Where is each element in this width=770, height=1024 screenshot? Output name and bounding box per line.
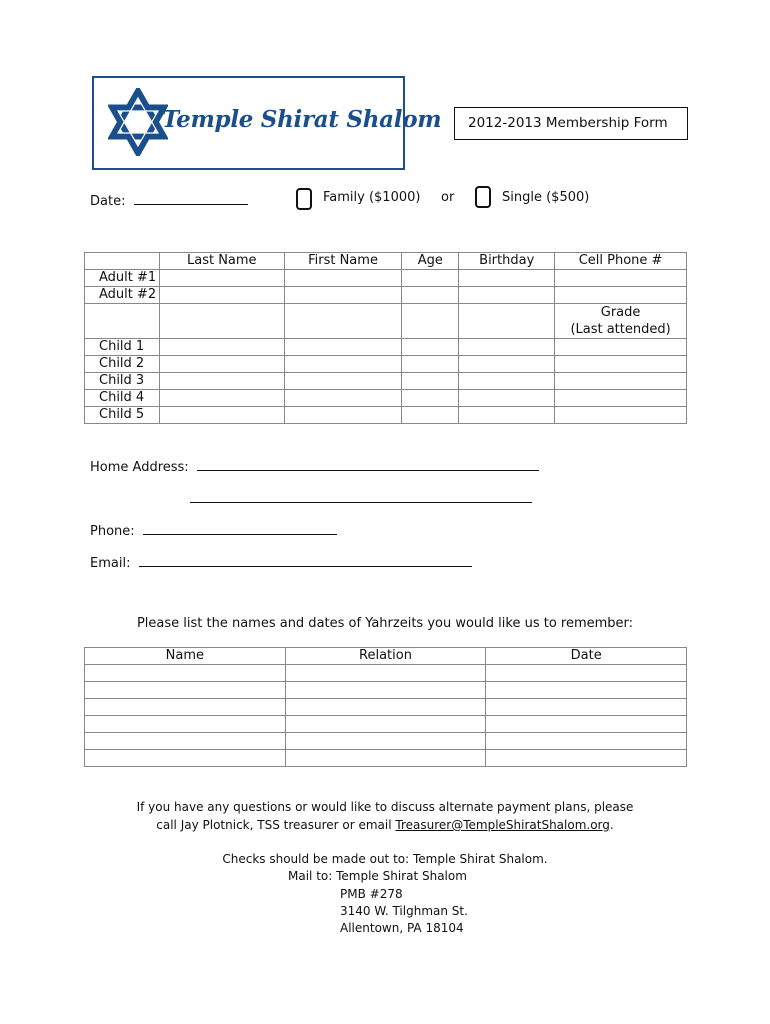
header-grade-line1: Grade: [600, 305, 641, 320]
cell[interactable]: [486, 665, 687, 682]
cell[interactable]: [85, 716, 286, 733]
cell[interactable]: [486, 733, 687, 750]
yahrzeit-table: [84, 647, 687, 767]
cell[interactable]: [159, 373, 284, 390]
cell[interactable]: [459, 270, 555, 287]
header-relation: Relation: [285, 648, 486, 665]
phone-label: Phone:: [90, 524, 135, 539]
cell[interactable]: [285, 699, 486, 716]
header-birthday: Birthday: [459, 253, 555, 270]
cell[interactable]: [402, 373, 459, 390]
cell[interactable]: [555, 356, 687, 373]
email-label: Email:: [90, 556, 131, 571]
cell[interactable]: [459, 339, 555, 356]
row-label-child-4: Child 4: [85, 390, 160, 407]
address-line-1[interactable]: [197, 456, 539, 471]
row-label-child-3: Child 3: [85, 373, 160, 390]
cell[interactable]: [402, 270, 459, 287]
table-row: [85, 733, 687, 750]
cell[interactable]: [159, 339, 284, 356]
family-option-label: Family ($1000): [323, 190, 421, 205]
cell: [459, 304, 555, 339]
header-age: Age: [402, 253, 459, 270]
cell[interactable]: [555, 390, 687, 407]
cell[interactable]: [486, 682, 687, 699]
table-row: [85, 682, 687, 699]
mail-to-line: Mail to: Temple Shirat Shalom: [288, 869, 467, 883]
email-row: [90, 552, 472, 571]
row-label-adult-2: Adult #2: [85, 287, 160, 304]
cell[interactable]: [402, 356, 459, 373]
members-header-row: [85, 253, 687, 270]
questions-line-2-suffix: .: [609, 818, 614, 832]
table-row: [85, 390, 687, 407]
grade-header-row: [85, 304, 687, 339]
cell[interactable]: [85, 699, 286, 716]
date-field-row: [90, 190, 248, 209]
single-option-label: Single ($500): [502, 190, 590, 205]
cell[interactable]: [555, 270, 687, 287]
table-row: [85, 407, 687, 424]
cell[interactable]: [284, 407, 402, 424]
cell[interactable]: [159, 356, 284, 373]
questions-line-2: [0, 818, 770, 832]
header-name: Name: [85, 648, 286, 665]
table-row: [85, 665, 687, 682]
cell[interactable]: [486, 716, 687, 733]
cell[interactable]: [284, 270, 402, 287]
single-checkbox[interactable]: [475, 186, 491, 208]
cell[interactable]: [459, 407, 555, 424]
cell[interactable]: [285, 733, 486, 750]
date-label: Date:: [90, 194, 126, 209]
cell[interactable]: [85, 665, 286, 682]
cell[interactable]: [555, 287, 687, 304]
star-of-david-icon: [108, 88, 168, 156]
address-line-street: 3140 W. Tilghman St.: [340, 904, 468, 918]
cell[interactable]: [402, 407, 459, 424]
cell[interactable]: [459, 287, 555, 304]
logo-org-name: Temple Shirat Shalom: [162, 106, 442, 133]
email-input-line[interactable]: [139, 552, 472, 567]
yahrzeit-prompt: Please list the names and dates of Yahrzeits you would like us to remember:: [136, 616, 634, 631]
cell: [159, 304, 284, 339]
cell: [85, 304, 160, 339]
phone-input-line[interactable]: [143, 520, 337, 535]
treasurer-email-link[interactable]: Treasurer@TempleShiratShalom.org: [395, 818, 610, 832]
cell[interactable]: [284, 390, 402, 407]
header-grade: [555, 304, 687, 339]
yahrzeit-header-row: [85, 648, 687, 665]
cell[interactable]: [284, 356, 402, 373]
cell[interactable]: [85, 733, 286, 750]
logo: [92, 76, 442, 170]
cell[interactable]: [459, 373, 555, 390]
cell[interactable]: [284, 339, 402, 356]
address-line-pmb: PMB #278: [340, 887, 403, 901]
cell[interactable]: [285, 716, 486, 733]
cell[interactable]: [402, 339, 459, 356]
header-cell-empty: [85, 253, 160, 270]
row-label-child-5: Child 5: [85, 407, 160, 424]
cell[interactable]: [285, 682, 486, 699]
header-last-name: Last Name: [159, 253, 284, 270]
phone-row: [90, 520, 337, 539]
table-row: [85, 270, 687, 287]
cell[interactable]: [85, 682, 286, 699]
checks-line: Checks should be made out to: Temple Shirat Shalom.: [222, 852, 548, 866]
members-table: [84, 252, 687, 424]
address-line-city: Allentown, PA 18104: [340, 921, 464, 935]
cell[interactable]: [555, 339, 687, 356]
cell[interactable]: [159, 407, 284, 424]
cell[interactable]: [159, 287, 284, 304]
cell[interactable]: [159, 270, 284, 287]
form-title: 2012-2013 Membership Form: [454, 107, 688, 140]
cell[interactable]: [459, 390, 555, 407]
table-row: [85, 287, 687, 304]
address-label: Home Address:: [90, 460, 189, 475]
address-row: [90, 456, 539, 475]
cell[interactable]: [402, 390, 459, 407]
table-row: [85, 750, 687, 767]
table-row: [85, 356, 687, 373]
family-checkbox[interactable]: [296, 188, 312, 210]
cell[interactable]: [459, 356, 555, 373]
cell[interactable]: [159, 390, 284, 407]
cell[interactable]: [85, 750, 286, 767]
cell[interactable]: [284, 373, 402, 390]
cell: [284, 304, 402, 339]
header-cell-phone: Cell Phone #: [555, 253, 687, 270]
header-grade-line2: (Last attended): [570, 322, 671, 337]
header-date: Date: [486, 648, 687, 665]
questions-line-1: If you have any questions or would like to discuss alternate payment plans, please: [136, 800, 634, 814]
cell[interactable]: [284, 287, 402, 304]
row-label-adult-1: Adult #1: [85, 270, 160, 287]
cell[interactable]: [555, 407, 687, 424]
or-label: or: [441, 190, 455, 205]
cell[interactable]: [285, 665, 486, 682]
cell[interactable]: [486, 699, 687, 716]
questions-line-2-prefix: call Jay Plotnick, TSS treasurer or email: [156, 818, 396, 832]
table-row: [85, 373, 687, 390]
address-line-2[interactable]: [190, 488, 532, 503]
cell[interactable]: [555, 373, 687, 390]
cell[interactable]: [402, 287, 459, 304]
cell[interactable]: [486, 750, 687, 767]
row-label-child-1: Child 1: [85, 339, 160, 356]
table-row: [85, 699, 687, 716]
header-first-name: First Name: [284, 253, 402, 270]
date-input-line[interactable]: [134, 190, 248, 205]
cell: [402, 304, 459, 339]
row-label-child-2: Child 2: [85, 356, 160, 373]
cell[interactable]: [285, 750, 486, 767]
table-row: [85, 716, 687, 733]
table-row: [85, 339, 687, 356]
